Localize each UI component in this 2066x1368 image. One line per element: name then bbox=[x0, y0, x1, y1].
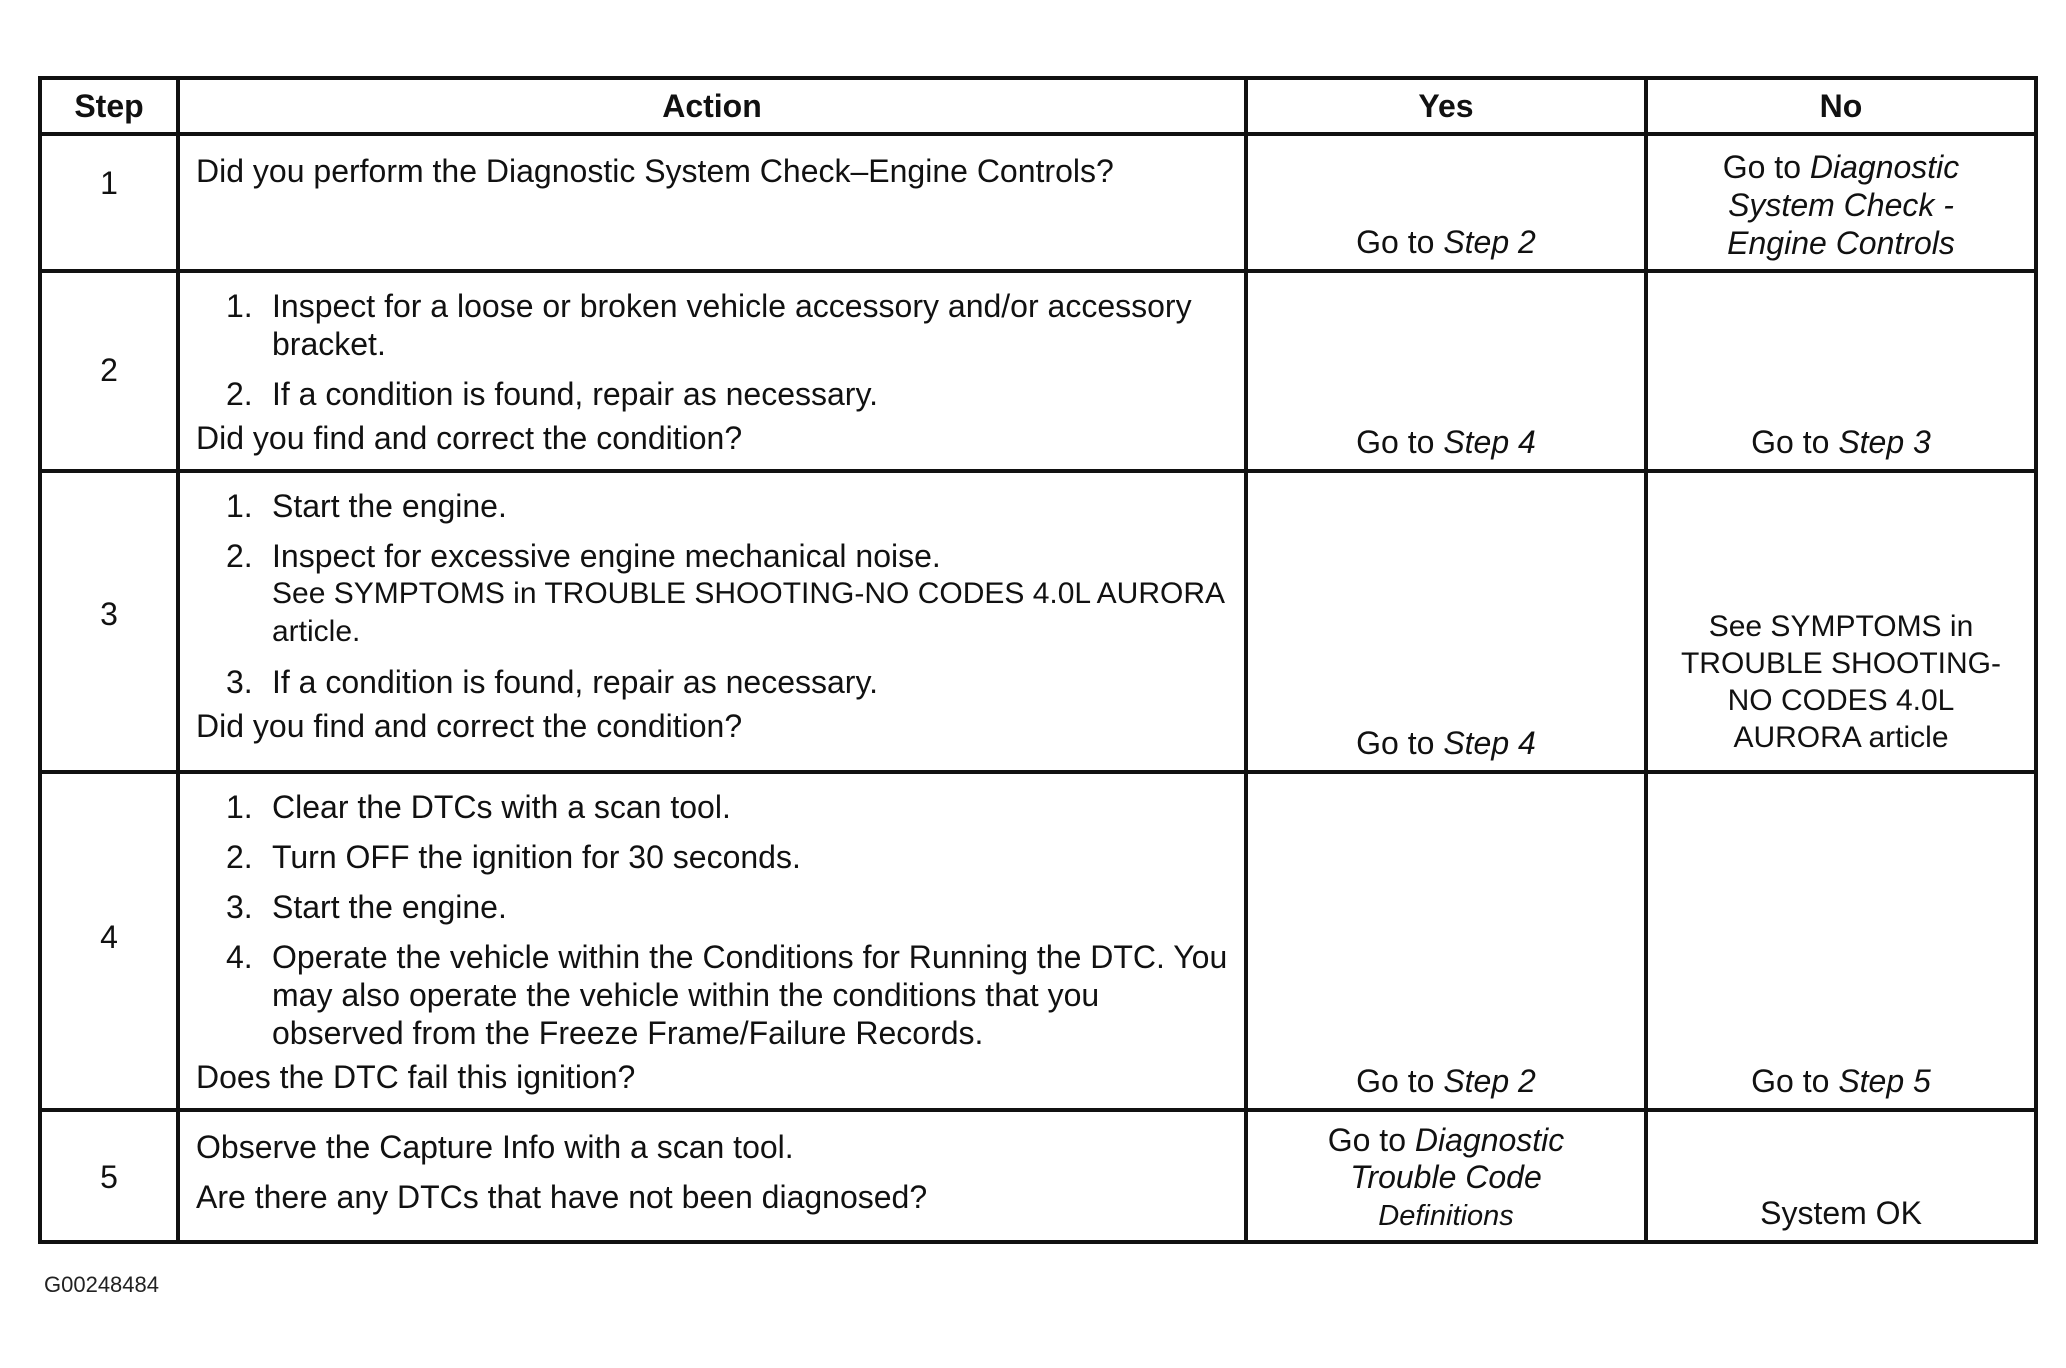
item-text: Start the engine. bbox=[272, 889, 507, 925]
no-cell bbox=[1646, 471, 2036, 772]
no-prefix: Go to bbox=[1722, 149, 1801, 185]
list-item bbox=[226, 537, 1230, 651]
yes-prefix: Go to bbox=[1356, 725, 1435, 761]
yes-outcome bbox=[1248, 1062, 1644, 1100]
header-step: Step bbox=[40, 78, 178, 134]
yes-cell bbox=[1246, 1110, 1646, 1242]
figure-code: G00248484 bbox=[44, 1272, 159, 1297]
step-number: 3 bbox=[100, 596, 118, 632]
list-item bbox=[226, 938, 1230, 1052]
list-item bbox=[226, 838, 1230, 876]
yes-prefix: Go to bbox=[1356, 224, 1435, 260]
step-cell bbox=[40, 471, 178, 772]
no-outcome bbox=[1648, 423, 2034, 461]
item-number: 2. bbox=[226, 839, 253, 875]
list-item bbox=[226, 487, 1230, 525]
step-number: 1 bbox=[100, 165, 118, 201]
step-cell bbox=[40, 134, 178, 271]
table-row bbox=[40, 134, 2036, 271]
yes-link-line[interactable]: Definitions bbox=[1378, 1200, 1514, 1232]
no-link[interactable]: Step 5 bbox=[1838, 1063, 1931, 1099]
table-row bbox=[40, 271, 2036, 471]
list-item bbox=[226, 287, 1230, 363]
action-cell bbox=[178, 1110, 1246, 1242]
no-outcome bbox=[1648, 136, 2034, 262]
yes-outcome bbox=[1248, 223, 1644, 261]
yes-link[interactable]: Step 2 bbox=[1443, 224, 1536, 260]
no-text-line: NO CODES 4.0L bbox=[1727, 684, 1955, 717]
no-cell bbox=[1646, 134, 2036, 271]
item-number: 1. bbox=[226, 488, 253, 524]
header-row bbox=[40, 78, 2036, 134]
action-question: Did you perform the Diagnostic System Check–Engine Controls? bbox=[196, 153, 1114, 189]
list-item bbox=[226, 663, 1230, 701]
item-text: Turn OFF the ignition for 30 seconds. bbox=[272, 839, 801, 875]
yes-link-line[interactable]: Trouble Code bbox=[1350, 1159, 1542, 1195]
action-cell bbox=[178, 772, 1246, 1110]
yes-prefix: Go to bbox=[1327, 1122, 1406, 1158]
step-cell bbox=[40, 772, 178, 1110]
item-text: Operate the vehicle within the Conditions for Running the DTC. You may also operate the vehicle within the conditions that you observed from the Freeze Frame/Failure Records. bbox=[272, 939, 1228, 1051]
action-question: Are there any DTCs that have not been diagnosed? bbox=[196, 1179, 928, 1215]
item-number: 3. bbox=[226, 664, 253, 700]
no-link-line[interactable]: System Check - bbox=[1728, 187, 1954, 223]
yes-outcome bbox=[1248, 724, 1644, 762]
yes-prefix: Go to bbox=[1356, 1063, 1435, 1099]
item-number: 1. bbox=[226, 789, 253, 825]
item-text: If a condition is found, repair as necessary. bbox=[272, 664, 878, 700]
action-question: Did you find and correct the condition? bbox=[196, 420, 743, 456]
item-text: If a condition is found, repair as necessary. bbox=[272, 376, 878, 412]
step-cell bbox=[40, 271, 178, 471]
table-row bbox=[40, 772, 2036, 1110]
list-item bbox=[226, 888, 1230, 926]
header-no: No bbox=[1646, 78, 2036, 134]
item-number: 4. bbox=[226, 939, 253, 975]
no-outcome: System OK bbox=[1760, 1195, 1922, 1231]
item-number: 2. bbox=[226, 376, 253, 412]
action-question: Does the DTC fail this ignition? bbox=[196, 1059, 636, 1095]
action-question: Did you find and correct the condition? bbox=[196, 708, 743, 744]
yes-cell bbox=[1246, 471, 1646, 772]
item-number: 2. bbox=[226, 538, 253, 574]
item-text: Inspect for a loose or broken vehicle accessory and/or accessory bracket. bbox=[272, 288, 1192, 362]
action-steps-list bbox=[196, 487, 1230, 701]
yes-cell bbox=[1246, 271, 1646, 471]
step-number: 2 bbox=[100, 352, 118, 388]
no-cell bbox=[1646, 772, 2036, 1110]
no-link[interactable]: Step 3 bbox=[1838, 424, 1931, 460]
yes-link[interactable]: Step 2 bbox=[1443, 1063, 1536, 1099]
item-text: Start the engine. bbox=[272, 488, 507, 524]
action-steps-list bbox=[196, 788, 1230, 1052]
table-row bbox=[40, 471, 2036, 772]
step-number: 4 bbox=[100, 919, 118, 955]
list-item bbox=[226, 788, 1230, 826]
yes-outcome bbox=[1248, 423, 1644, 461]
no-text-line: AURORA article bbox=[1733, 721, 1949, 754]
table-row bbox=[40, 1110, 2036, 1242]
item-number: 3. bbox=[226, 889, 253, 925]
yes-link[interactable]: Step 4 bbox=[1443, 424, 1536, 460]
header-action: Action bbox=[178, 78, 1246, 134]
yes-prefix: Go to bbox=[1356, 424, 1435, 460]
step-cell bbox=[40, 1110, 178, 1242]
no-text-line: See SYMPTOMS in bbox=[1708, 610, 1974, 643]
no-link[interactable]: Diagnostic bbox=[1809, 149, 1960, 185]
item-note: See SYMPTOMS in TROUBLE SHOOTING-NO CODES 4.0L AURORA article. bbox=[272, 577, 1224, 648]
no-link-line[interactable]: Engine Controls bbox=[1727, 225, 1955, 261]
list-item bbox=[226, 375, 1230, 413]
header-yes: Yes bbox=[1246, 78, 1646, 134]
no-cell bbox=[1646, 271, 2036, 471]
yes-link[interactable]: Step 4 bbox=[1443, 725, 1536, 761]
action-line: Observe the Capture Info with a scan tool. bbox=[196, 1129, 794, 1165]
item-number: 1. bbox=[226, 288, 253, 324]
no-prefix: Go to bbox=[1751, 424, 1830, 460]
action-steps-list bbox=[196, 287, 1230, 413]
no-cell bbox=[1646, 1110, 2036, 1242]
step-number: 5 bbox=[100, 1159, 118, 1195]
yes-cell bbox=[1246, 772, 1646, 1110]
action-cell bbox=[178, 271, 1246, 471]
action-cell bbox=[178, 134, 1246, 271]
yes-link[interactable]: Diagnostic bbox=[1414, 1122, 1565, 1158]
no-prefix: Go to bbox=[1751, 1063, 1830, 1099]
item-text: Inspect for excessive engine mechanical noise. bbox=[272, 538, 941, 574]
item-text: Clear the DTCs with a scan tool. bbox=[272, 789, 731, 825]
no-outcome bbox=[1648, 1062, 2034, 1100]
no-text-line: TROUBLE SHOOTING- bbox=[1680, 647, 2002, 680]
diagnostic-table bbox=[38, 76, 2038, 1244]
no-outcome bbox=[1648, 608, 2034, 756]
action-cell bbox=[178, 471, 1246, 772]
yes-outcome bbox=[1248, 1112, 1644, 1235]
yes-cell bbox=[1246, 134, 1646, 271]
